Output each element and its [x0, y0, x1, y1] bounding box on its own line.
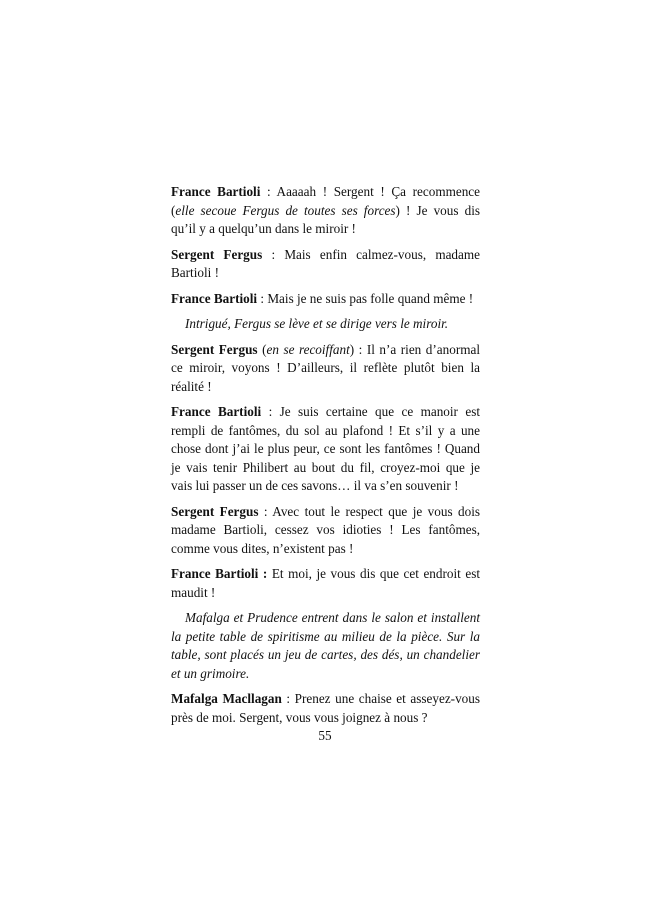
dialogue-text: : Je suis certaine que ce manoir est rempli de fantômes, du sol au plafond ! Et s’il y a une chose dont j’ai le plus peur, ce sont les fantômes ! Quand je vais tenir Philibert au bout du fil, croyez-moi que je vais lui passer un de ces savons… il va s’en souvenir !: [171, 404, 480, 493]
speaker-name: France Bartioli: [171, 404, 262, 419]
dialogue-line: [171, 183, 480, 239]
stage-direction-inline: elle secoue Fergus de toutes ses forces: [175, 202, 396, 218]
stage-direction: Mafalga et Prudence entrent dans le salon et installent la petite table de spiritisme au milieu de la pièce. Sur la table, sont placés un jeu de cartes, des dés, un chandelier et un grimoire.: [171, 610, 480, 681]
speaker-name: France Bartioli :: [171, 566, 268, 581]
play-text: [171, 183, 480, 734]
dialogue-line: [171, 341, 480, 397]
dialogue-text: ) ! Je vous dis qu’il y a quelqu’un dans le miroir !: [171, 202, 480, 236]
speaker-name: Mafalga Macllagan: [171, 691, 282, 706]
dialogue-text: : Mais enfin calmez-vous, madame Bartioli !: [171, 246, 480, 280]
dialogue-line: [171, 690, 480, 727]
page-number: 55: [318, 728, 332, 743]
stage-direction-inline: en se recoiffant: [266, 341, 350, 357]
dialogue-text: : Prenez une chaise et asseyez-vous près de moi. Sergent, vous vous joignez à nous ?: [171, 691, 480, 725]
dialogue-text: : Mais je ne suis pas folle quand même !: [257, 290, 474, 306]
speaker-name: Sergent Fergus: [171, 341, 258, 357]
speaker-name: Sergent Fergus: [171, 503, 259, 519]
dialogue-line: [171, 503, 480, 559]
dialogue-text: (: [257, 341, 267, 357]
dialogue-text: ) : Il n’a rien d’anormal ce miroir, voyons ! D’ailleurs, il reflète plutôt bien la réalité !: [171, 341, 480, 394]
dialogue-line: [171, 565, 480, 602]
stage-direction: Intrigué, Fergus se lève et se dirige vers le miroir.: [185, 316, 449, 331]
dialogue-text: : Avec tout le respect que je vous dois madame Bartioli, cessez vos idioties ! Les fantômes, comme vous dites, n’existent pas !: [171, 503, 481, 556]
speaker-name: Sergent Fergus: [171, 246, 263, 262]
dialogue-text: : Aaaaah ! Sergent ! Ça recommence (: [171, 184, 481, 218]
dialogue-line: [171, 290, 480, 309]
dialogue-line: [171, 246, 480, 283]
speaker-name: France Bartioli: [171, 290, 258, 306]
dialogue-line: [171, 403, 480, 496]
dialogue-text: Et moi, je vous dis que cet endroit est maudit !: [171, 566, 480, 600]
speaker-name: France Bartioli: [171, 184, 261, 199]
